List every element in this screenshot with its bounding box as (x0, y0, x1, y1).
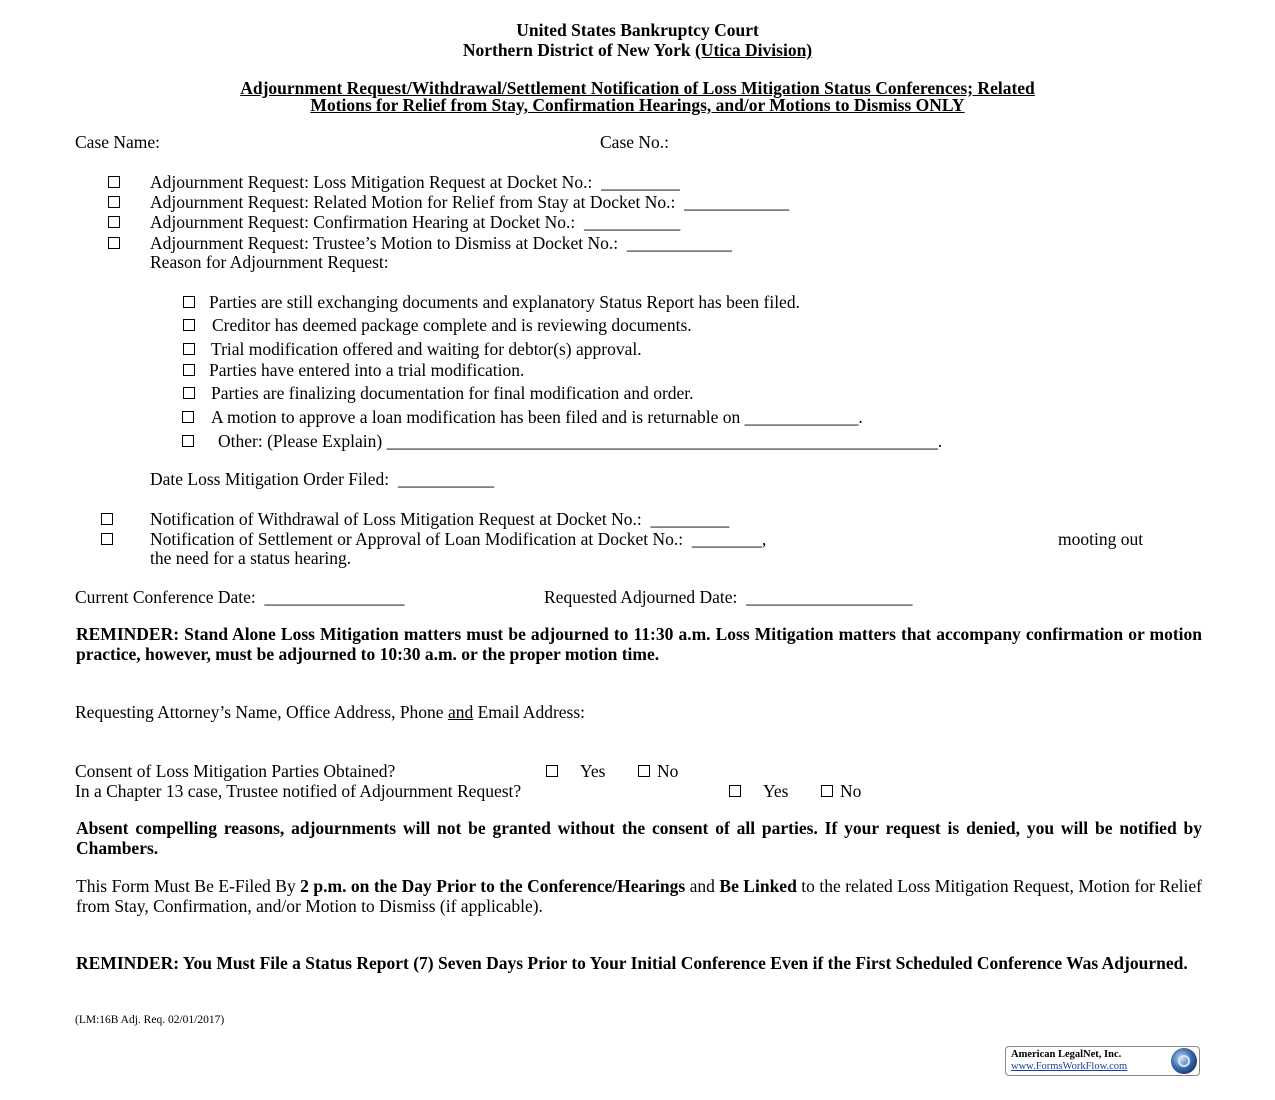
settlement-notification (150, 529, 766, 549)
settlement-tail: mooting out (1058, 529, 1144, 549)
reminder-adjournment-times (76, 625, 1202, 664)
form-subtitle-line1: Adjournment Request/Withdrawal/Settlement Notification of Loss Mitigation Status Conferences; Related (240, 78, 1035, 98)
adjournment-checkbox-loss-mitigation[interactable] (108, 172, 120, 192)
district-name: Northern District of New York (462, 40, 691, 60)
logo-company: American LegalNet, Inc. (1011, 1049, 1122, 1060)
requested-adjourned-date (544, 587, 912, 607)
reason-text: Trial modification offered and waiting for debtor(s) approval. (211, 339, 642, 359)
adjournment-label: Adjournment Request: Loss Mitigation Request at Docket No.: (150, 172, 593, 192)
logo-url-link[interactable]: www.FormsWorkFlow.com (1011, 1061, 1128, 1072)
current-conference-date (75, 587, 405, 607)
adjournment-label: Adjournment Request: Confirmation Hearing at Docket No.: (150, 212, 576, 232)
adjournment-label: Adjournment Request: Related Motion for Relief from Stay at Docket No.: (150, 192, 676, 212)
consent-no-label: No (657, 761, 679, 781)
efile-linked: Be Linked (719, 876, 797, 896)
adjournment-checkbox-motion-to-dismiss[interactable] (108, 233, 120, 253)
case-number-label: Case No.: (600, 132, 670, 152)
trustee-yes-label: Yes (763, 781, 789, 801)
adjournment-label: Adjournment Request: Trustee’s Motion to Dismiss at Docket No.: (150, 233, 619, 253)
date-order-filed (150, 469, 494, 489)
date-order-filed-label: Date Loss Mitigation Order Filed: (150, 469, 390, 489)
consent-notice-rest: . If your request is denied, you will be notified by Chambers. (76, 818, 1202, 858)
adjournment-item (150, 233, 732, 253)
docket-blank[interactable]: ____________ (684, 192, 790, 212)
docket-blank[interactable]: _________ (601, 172, 680, 192)
docket-blank[interactable]: ____________ (626, 233, 732, 253)
reason-text: Parties are finalizing documentation for final modification and order. (211, 383, 694, 403)
reason-checkbox[interactable] (183, 315, 195, 335)
reason-text: Parties have entered into a trial modification. (209, 360, 525, 380)
settlement-checkbox[interactable] (101, 529, 113, 549)
district-line (0, 40, 1275, 60)
withdrawal-checkbox[interactable] (101, 509, 113, 529)
reason-checkbox[interactable] (183, 360, 195, 380)
reason-checkbox-other[interactable] (182, 431, 194, 451)
trustee-no-checkbox[interactable] (821, 781, 833, 801)
withdrawal-notification (150, 509, 729, 529)
consent-question: Consent of Loss Mitigation Parties Obtained? (75, 761, 396, 781)
consent-no-checkbox[interactable] (638, 761, 650, 781)
court-title: United States Bankruptcy Court (516, 20, 759, 40)
reminder-lead: REMINDER: (76, 624, 180, 644)
current-date-label: Current Conference Date: (75, 587, 256, 607)
attorney-label-before: Requesting Attorney’s Name, Office Address, Phone (75, 702, 444, 722)
consent-notice (76, 819, 1202, 858)
consent-yes-label: Yes (580, 761, 606, 781)
requested-date-label: Requested Adjourned Date: (544, 587, 738, 607)
adjournment-item (150, 192, 789, 212)
reason-checkbox[interactable] (183, 339, 195, 359)
reason-text: Creditor has deemed package complete and is reviewing documents. (212, 315, 692, 335)
globe-icon (1171, 1048, 1197, 1074)
reason-checkbox[interactable] (183, 383, 195, 403)
attorney-label-and: and (447, 702, 474, 722)
reminder-status-report: REMINDER: You Must File a Status Report (7) Seven Days Prior to Your Initial Conference Even if the First Scheduled Conference Was Adjourned. (76, 953, 1188, 973)
case-name-label: Case Name: (75, 132, 161, 152)
requesting-attorney-line (75, 702, 585, 722)
reason-label: Reason for Adjournment Request: (150, 252, 389, 272)
adjournment-checkbox-relief-from-stay[interactable] (108, 192, 120, 212)
trustee-yes-checkbox[interactable] (729, 781, 741, 801)
settlement-label: Notification of Settlement or Approval of Loan Modification at Docket No.: (150, 529, 684, 549)
settlement-docket-blank[interactable]: ________, (691, 529, 767, 549)
trustee-question: In a Chapter 13 case, Trustee notified of Adjournment Request? (75, 781, 522, 801)
reason-text: Parties are still exchanging documents and explanatory Status Report has been filed. (209, 292, 800, 312)
trustee-no-label: No (840, 781, 862, 801)
consent-yes-checkbox[interactable] (546, 761, 558, 781)
docket-blank[interactable]: ___________ (584, 212, 681, 232)
settlement-line2: the need for a status hearing. (150, 548, 352, 568)
american-legalnet-logo[interactable] (1005, 1046, 1200, 1076)
current-date-blank[interactable]: ________________ (264, 587, 405, 607)
adjournment-item (150, 212, 680, 232)
efile-instructions (76, 877, 1202, 916)
reminder-text: Stand Alone Loss Mitigation matters must be adjourned to 11:30 a.m. Loss Mitigation matters that accompany confirmation or motion practice, however, must be adjourned to 10:30 a.m. or the proper motion time. (76, 624, 1202, 664)
reason-text: A motion to approve a loan modification has been filed and is returnable on _____________. (211, 407, 863, 427)
form-identifier: (LM:16B Adj. Req. 02/01/2017) (75, 1014, 225, 1026)
adjournment-item (150, 172, 680, 192)
efile-deadline: 2 p.m. on the Day Prior to the Conference/Hearings (300, 876, 686, 896)
efile-text-3: to the related Loss Mitigation Request, Motion for Relief from Stay, Confirmation, and/or Motion to Dismiss (if applicable). (76, 876, 1202, 916)
form-subtitle-line2: Motions for Relief from Stay, Confirmation Hearings, and/or Motions to Dismiss ONLY (310, 95, 965, 115)
attorney-label-after: Email Address: (477, 702, 586, 722)
reason-checkbox[interactable] (183, 292, 195, 312)
efile-text-2: and (689, 876, 715, 896)
withdrawal-label: Notification of Withdrawal of Loss Mitigation Request at Docket No.: (150, 509, 642, 529)
withdrawal-docket-blank[interactable]: _________ (650, 509, 730, 529)
reason-checkbox[interactable] (182, 407, 194, 427)
requested-date-blank[interactable]: ___________________ (746, 587, 913, 607)
division-name: (Utica Division) (694, 40, 813, 60)
efile-text-1: This Form Must Be E-Filed By (76, 876, 296, 896)
adjournment-checkbox-confirmation[interactable] (108, 212, 120, 232)
consent-notice-bold: Absent compelling reasons, adjournments will not be granted without the consent of all parties (76, 818, 814, 838)
reason-text-other: Other: (Please Explain) _______________________________________________________________. (218, 431, 943, 451)
date-order-filed-blank[interactable]: ___________ (397, 469, 495, 489)
